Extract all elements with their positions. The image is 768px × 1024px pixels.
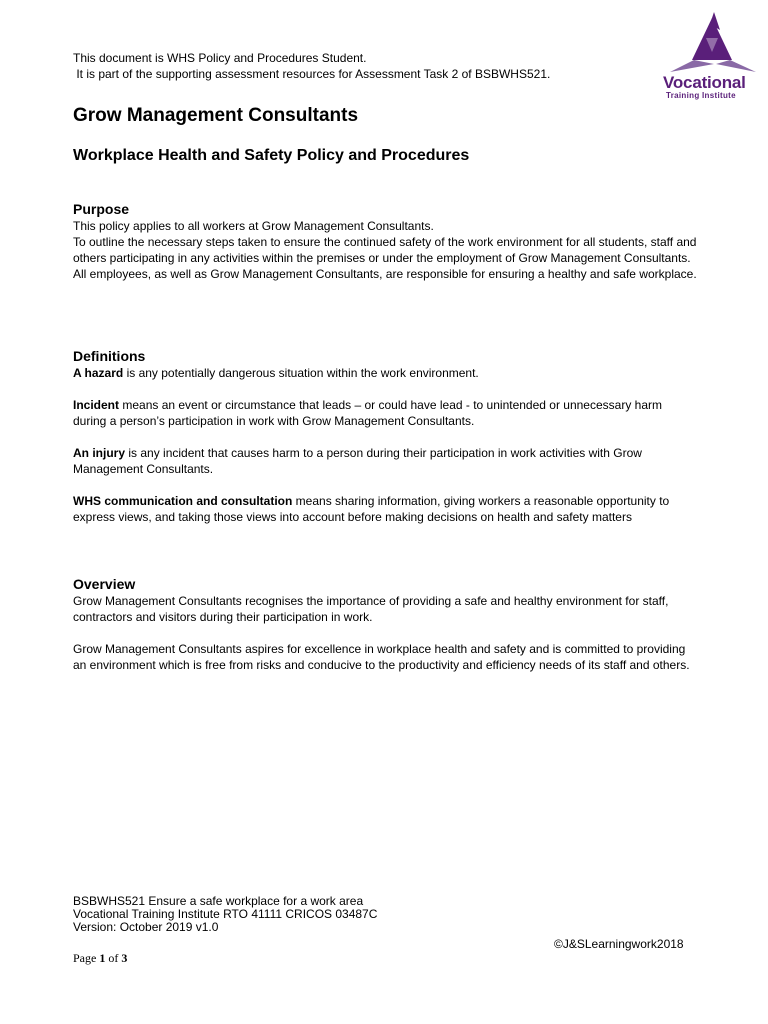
whs-text: means sharing information, giving workers a reasonable opportunity to express views, and taking those views into account before making decisions on health and safety matters — [73, 494, 670, 524]
header-note — [73, 50, 550, 82]
definitions-section — [73, 347, 698, 525]
logo-subtitle: Training Institute — [666, 91, 736, 100]
company-name: Grow Management Consultants — [73, 105, 359, 126]
purpose-paragraph-1: This policy applies to all workers at Grow Management Consultants. — [73, 219, 434, 233]
hazard-definition — [73, 365, 698, 381]
injury-term: An injury — [73, 446, 126, 460]
footer-line-3: Version: October 2019 v1.0 — [73, 920, 219, 934]
hazard-text: is any potentially dangerous situation within the work environment. — [123, 366, 479, 380]
purpose-section — [73, 200, 698, 282]
incident-text: means an event or circumstance that leads – or could have lead - to unintended or unnecessary harm during a person’s participation in work with Grow Management Consultants. — [73, 398, 662, 428]
page-number — [73, 951, 127, 966]
logo-wordmark: Vocational — [663, 73, 746, 92]
incident-term: Incident — [73, 398, 120, 412]
copyright: ©J&SLearningwork2018 — [554, 937, 684, 951]
overview-heading: Overview — [73, 576, 136, 592]
overview-paragraph-2: Grow Management Consultants aspires for excellence in workplace health and safety and is committed to providing an environment which is free from risks and conducive to the productivity and efficiency needs of its staff and others. — [73, 642, 690, 672]
injury-definition — [73, 445, 698, 477]
definitions-heading: Definitions — [73, 348, 146, 364]
page-current: 1 — [99, 951, 106, 965]
hazard-term: A hazard — [73, 366, 124, 380]
whs-term: WHS communication and consultation — [73, 494, 293, 508]
footer — [73, 895, 377, 934]
footer-line-1: BSBWHS521 Ensure a safe workplace for a work area — [73, 894, 364, 908]
purpose-heading: Purpose — [73, 201, 130, 217]
policy-title: Workplace Health and Safety Policy and Procedures — [73, 147, 470, 164]
footer-line-2: Vocational Training Institute RTO 41111 CRICOS 03487C — [73, 907, 378, 921]
overview-paragraph-1: Grow Management Consultants recognises the importance of providing a safe and healthy environment for staff, contractors and visitors during their participation in work. — [73, 594, 669, 624]
header-note-line-1: This document is WHS Policy and Procedures Student. — [73, 51, 367, 65]
purpose-paragraph-2: To outline the necessary steps taken to ensure the continued safety of the work environment for all students, staff and others participating in any activities within the premises or under the employment of Grow Management Consultants. — [73, 235, 697, 265]
header-note-line-2: It is part of the supporting assessment resources for Assessment Task 2 of BSBWHS521. — [73, 67, 551, 81]
incident-definition — [73, 397, 698, 429]
purpose-paragraph-3: All employees, as well as Grow Management Consultants, are responsible for ensuring a healthy and safe workplace. — [73, 267, 697, 281]
page-word: Page — [73, 951, 100, 965]
injury-text: is any incident that causes harm to a person during their participation in work activities with Grow Management Consultants. — [73, 446, 642, 476]
page-total: 3 — [121, 951, 128, 965]
whs-definition — [73, 493, 698, 525]
page-of: of — [105, 951, 122, 965]
overview-section — [73, 575, 698, 673]
